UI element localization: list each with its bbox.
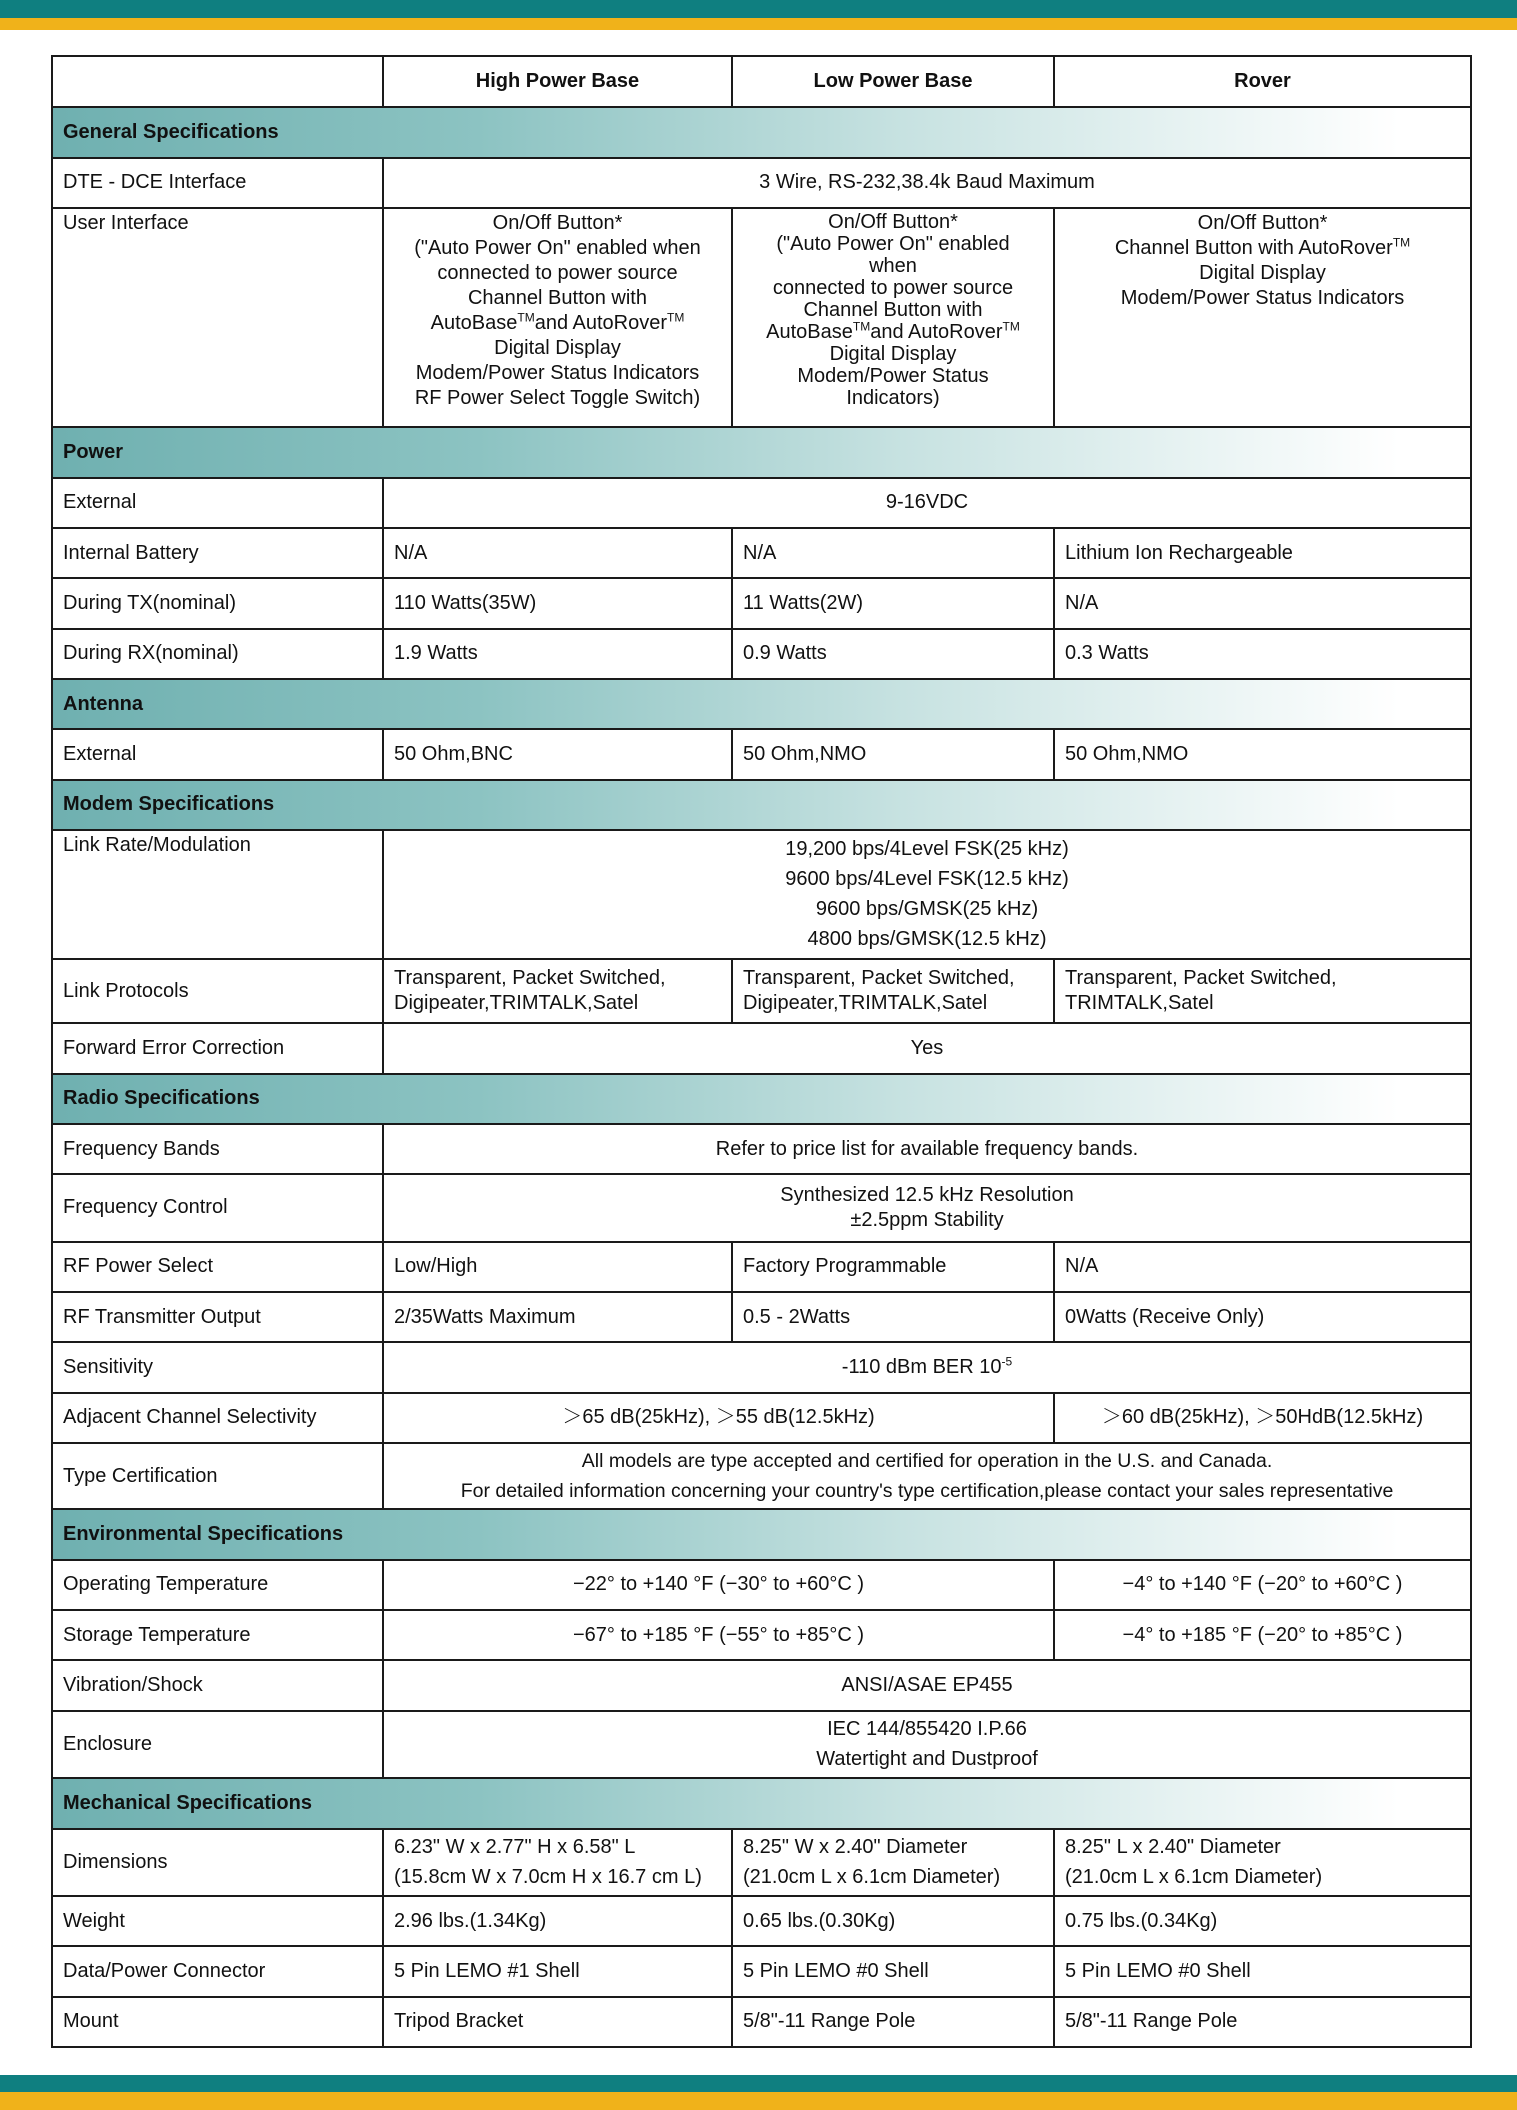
row-label: During TX(nominal)	[52, 578, 383, 628]
protocol-line: Transparent, Packet Switched,	[743, 967, 1015, 990]
spec-row	[52, 1997, 1471, 2047]
spec-row	[52, 208, 1471, 427]
ui-line: ("Auto Power On" enabled	[776, 232, 1010, 255]
dimensions-line: (21.0cm L x 6.1cm Diameter)	[1065, 1866, 1323, 1889]
ui-line: Digital Display	[494, 336, 621, 359]
row-label: Dimensions	[52, 1829, 383, 1896]
row-label: User Interface	[52, 208, 383, 427]
bottom-teal-band	[0, 2075, 1517, 2092]
ui-line: Digital Display	[829, 342, 957, 365]
protocol-line: Transparent, Packet Switched,	[1065, 967, 1337, 990]
section-antenna: Antenna	[52, 679, 1471, 729]
spec-row	[52, 830, 1471, 959]
protocol-line: Digipeater,TRIMTALK,Satel	[743, 992, 988, 1015]
dimensions-line: (21.0cm L x 6.1cm Diameter)	[743, 1866, 1001, 1889]
dimensions-line: (15.8cm W x 7.0cm H x 16.7 cm L)	[394, 1866, 702, 1889]
trademark: TM	[667, 310, 685, 325]
spec-row	[52, 1896, 1471, 1946]
cell-rover: N/A	[1054, 1242, 1471, 1292]
ui-line: Digital Display	[1199, 261, 1326, 284]
spec-row	[52, 158, 1471, 208]
section-general: General Specifications	[52, 107, 1471, 157]
storage-rover-value: −4° to +185 °F (−20° to +85°C )	[1054, 1610, 1471, 1660]
ui-line	[390, 311, 725, 336]
spec-row	[52, 1174, 1471, 1241]
spec-row	[52, 959, 1471, 1023]
trademark: TM	[517, 310, 535, 325]
autobase-text: AutoBase	[766, 320, 853, 343]
cell-low: 0.9 Watts	[732, 629, 1054, 679]
ui-line: ("Auto Power On" enabled when	[414, 236, 701, 259]
row-label: During RX(nominal)	[52, 629, 383, 679]
cell-rover	[1054, 959, 1471, 1023]
protocol-line: TRIMTALK,Satel	[1065, 992, 1214, 1015]
external-power-value: 9-16VDC	[383, 478, 1471, 528]
ui-line: On/Off Button*	[828, 210, 958, 233]
row-label: RF Transmitter Output	[52, 1292, 383, 1342]
ui-line: On/Off Button*	[492, 211, 623, 234]
spec-row	[52, 1660, 1471, 1710]
cell-rover: 0Watts (Receive Only)	[1054, 1292, 1471, 1342]
ui-line: Modem/Power Status Indicators	[1120, 286, 1405, 309]
section-radio: Radio Specifications	[52, 1074, 1471, 1124]
cell-low: Factory Programmable	[732, 1242, 1054, 1292]
link-rate-line: 9600 bps/4Level FSK(12.5 kHz)	[785, 868, 1069, 891]
trademark: TM	[852, 319, 871, 334]
frequency-control-cell	[383, 1174, 1471, 1241]
header-rover: Rover	[1054, 56, 1471, 107]
row-label: External	[52, 478, 383, 528]
cell-low: N/A	[732, 528, 1054, 578]
trademark: TM	[1392, 235, 1411, 250]
ui-low-cell	[732, 208, 1054, 427]
cell-low	[732, 959, 1054, 1023]
cell-low	[732, 1829, 1054, 1896]
storage-base-value: −67° to +185 °F (−55° to +85°C )	[383, 1610, 1054, 1660]
spec-row	[52, 1292, 1471, 1342]
spec-row	[52, 578, 1471, 628]
header-row	[52, 56, 1471, 107]
sensitivity-value: -110 dBm BER 10	[841, 1356, 1002, 1378]
spec-row	[52, 1443, 1471, 1509]
link-rate-line: 4800 bps/GMSK(12.5 kHz)	[807, 928, 1047, 951]
section-row	[52, 427, 1471, 477]
cell-high: 2/35Watts Maximum	[383, 1292, 732, 1342]
row-label: Operating Temperature	[52, 1560, 383, 1610]
autorover-text: Channel Button with AutoRover	[1114, 236, 1393, 259]
spec-row	[52, 1393, 1471, 1443]
header-empty	[52, 56, 383, 107]
cell-rover: 0.75 lbs.(0.34Kg)	[1054, 1896, 1471, 1946]
link-rate-line: 19,200 bps/4Level FSK(25 kHz)	[785, 838, 1069, 861]
operating-rover-value: −4° to +140 °F (−20° to +60°C )	[1054, 1560, 1471, 1610]
dimensions-line: 6.23" W x 2.77" H x 6.58" L	[394, 1836, 636, 1859]
row-label: Adjacent Channel Selectivity	[52, 1393, 383, 1443]
ui-line: connected to power source	[437, 261, 678, 284]
spec-row	[52, 1829, 1471, 1896]
spec-row	[52, 1946, 1471, 1996]
spec-row	[52, 729, 1471, 779]
spec-table-wrapper	[51, 55, 1470, 2048]
section-row	[52, 780, 1471, 830]
row-label: Frequency Bands	[52, 1124, 383, 1174]
section-row	[52, 1778, 1471, 1828]
cell-high: 50 Ohm,BNC	[383, 729, 732, 779]
row-label: Internal Battery	[52, 528, 383, 578]
cell-low: 5/8"-11 Range Pole	[732, 1997, 1054, 2047]
ui-line	[739, 321, 1047, 343]
cell-high: N/A	[383, 528, 732, 578]
ui-line: On/Off Button*	[1197, 211, 1328, 234]
autobase-text: AutoBase	[430, 311, 518, 334]
spec-row	[52, 478, 1471, 528]
protocol-line: Digipeater,TRIMTALK,Satel	[394, 992, 639, 1015]
cell-rover	[1054, 1829, 1471, 1896]
spec-row	[52, 1242, 1471, 1292]
row-label: Type Certification	[52, 1443, 383, 1509]
ui-line: RF Power Select Toggle Switch)	[414, 386, 701, 409]
cell-high: 1.9 Watts	[383, 629, 732, 679]
link-rate-cell	[383, 830, 1471, 959]
row-label: Enclosure	[52, 1711, 383, 1778]
cell-high: 5 Pin LEMO #1 Shell	[383, 1946, 732, 1996]
cell-high	[383, 959, 732, 1023]
ui-high-cell	[383, 208, 732, 427]
frequency-bands-value: Refer to price list for available frequency bands.	[383, 1124, 1471, 1174]
spec-row	[52, 528, 1471, 578]
adjacent-base-value: ＞65 dB(25kHz), ＞55 dB(12.5kHz)	[383, 1393, 1054, 1443]
cell-rover: N/A	[1054, 578, 1471, 628]
row-label: External	[52, 729, 383, 779]
row-label: RF Power Select	[52, 1242, 383, 1292]
row-label: Link Rate/Modulation	[52, 830, 383, 959]
spec-row	[52, 1023, 1471, 1073]
bottom-gold-band	[0, 2092, 1517, 2110]
row-label: Storage Temperature	[52, 1610, 383, 1660]
dte-value: 3 Wire, RS-232,38.4k Baud Maximum	[383, 158, 1471, 208]
row-label: Forward Error Correction	[52, 1023, 383, 1073]
row-label: Weight	[52, 1896, 383, 1946]
link-rate-line: 9600 bps/GMSK(25 kHz)	[815, 898, 1039, 921]
cell-low: 11 Watts(2W)	[732, 578, 1054, 628]
spec-row	[52, 1711, 1471, 1778]
adjacent-rover-value: ＞60 dB(25kHz), ＞50HdB(12.5kHz)	[1054, 1393, 1471, 1443]
cell-high: Tripod Bracket	[383, 1997, 732, 2047]
row-label: DTE - DCE Interface	[52, 158, 383, 208]
cell-high: Low/High	[383, 1242, 732, 1292]
section-row	[52, 1074, 1471, 1124]
row-label: Data/Power Connector	[52, 1946, 383, 1996]
top-gold-band	[0, 18, 1517, 30]
cell-low: 0.5 - 2Watts	[732, 1292, 1054, 1342]
cell-rover: 5 Pin LEMO #0 Shell	[1054, 1946, 1471, 1996]
enclosure-line: Watertight and Dustproof	[816, 1748, 1038, 1771]
spec-row	[52, 1124, 1471, 1174]
fec-value: Yes	[383, 1023, 1471, 1073]
dimensions-line: 8.25" L x 2.40" Diameter	[1065, 1836, 1281, 1859]
enclosure-line: IEC 144/855420 I.P.66	[827, 1718, 1027, 1741]
row-label: Mount	[52, 1997, 383, 2047]
section-modem: Modem Specifications	[52, 780, 1471, 830]
sensitivity-exponent: -5	[1001, 1354, 1013, 1369]
ui-line: Modem/Power Status	[797, 364, 989, 387]
row-label: Frequency Control	[52, 1174, 383, 1241]
sensitivity-cell	[383, 1342, 1471, 1392]
spec-row	[52, 1342, 1471, 1392]
cell-rover: 5/8"-11 Range Pole	[1054, 1997, 1471, 2047]
top-teal-band	[0, 0, 1517, 18]
cell-high: 2.96 lbs.(1.34Kg)	[383, 1896, 732, 1946]
vibration-value: ANSI/ASAE EP455	[383, 1660, 1471, 1710]
ui-line	[1061, 236, 1464, 261]
ui-line: when	[869, 254, 917, 277]
ui-line: Modem/Power Status Indicators	[415, 361, 700, 384]
cell-rover: 0.3 Watts	[1054, 629, 1471, 679]
cell-rover: 50 Ohm,NMO	[1054, 729, 1471, 779]
frequency-control-line: Synthesized 12.5 kHz Resolution	[780, 1183, 1074, 1206]
section-row	[52, 679, 1471, 729]
ui-rover-cell	[1054, 208, 1471, 427]
section-row	[52, 1509, 1471, 1559]
autorover-text: and AutoRover	[870, 320, 1003, 343]
spec-table	[51, 55, 1472, 2048]
certification-cell	[383, 1443, 1471, 1509]
header-low-power-base: Low Power Base	[732, 56, 1054, 107]
header-high-power-base: High Power Base	[383, 56, 732, 107]
enclosure-cell	[383, 1711, 1471, 1778]
ui-line: Channel Button with	[803, 298, 983, 321]
spec-row	[52, 1560, 1471, 1610]
dimensions-line: 8.25" W x 2.40" Diameter	[743, 1836, 968, 1859]
row-label: Sensitivity	[52, 1342, 383, 1392]
section-environmental: Environmental Specifications	[52, 1509, 1471, 1559]
section-mechanical: Mechanical Specifications	[52, 1778, 1471, 1828]
certification-line: For detailed information concerning your country's type certification,please contact your sales representative	[460, 1480, 1394, 1503]
certification-line: All models are type accepted and certified for operation in the U.S. and Canada.	[581, 1450, 1273, 1473]
section-power: Power	[52, 427, 1471, 477]
trademark: TM	[1002, 319, 1020, 334]
ui-line: Channel Button with	[467, 286, 647, 309]
ui-line: connected to power source	[772, 276, 1014, 299]
protocol-line: Transparent, Packet Switched,	[394, 967, 666, 990]
cell-high	[383, 1829, 732, 1896]
spec-row	[52, 629, 1471, 679]
operating-base-value: −22° to +140 °F (−30° to +60°C )	[383, 1560, 1054, 1610]
frequency-control-line: ±2.5ppm Stability	[850, 1208, 1004, 1231]
ui-line: Indicators)	[846, 386, 940, 409]
section-row	[52, 107, 1471, 157]
cell-low: 50 Ohm,NMO	[732, 729, 1054, 779]
cell-low: 5 Pin LEMO #0 Shell	[732, 1946, 1054, 1996]
autorover-text: and AutoRover	[534, 311, 668, 334]
cell-high: 110 Watts(35W)	[383, 578, 732, 628]
cell-low: 0.65 lbs.(0.30Kg)	[732, 1896, 1054, 1946]
spec-row	[52, 1610, 1471, 1660]
cell-rover: Lithium Ion Rechargeable	[1054, 528, 1471, 578]
row-label: Vibration/Shock	[52, 1660, 383, 1710]
row-label: Link Protocols	[52, 959, 383, 1023]
